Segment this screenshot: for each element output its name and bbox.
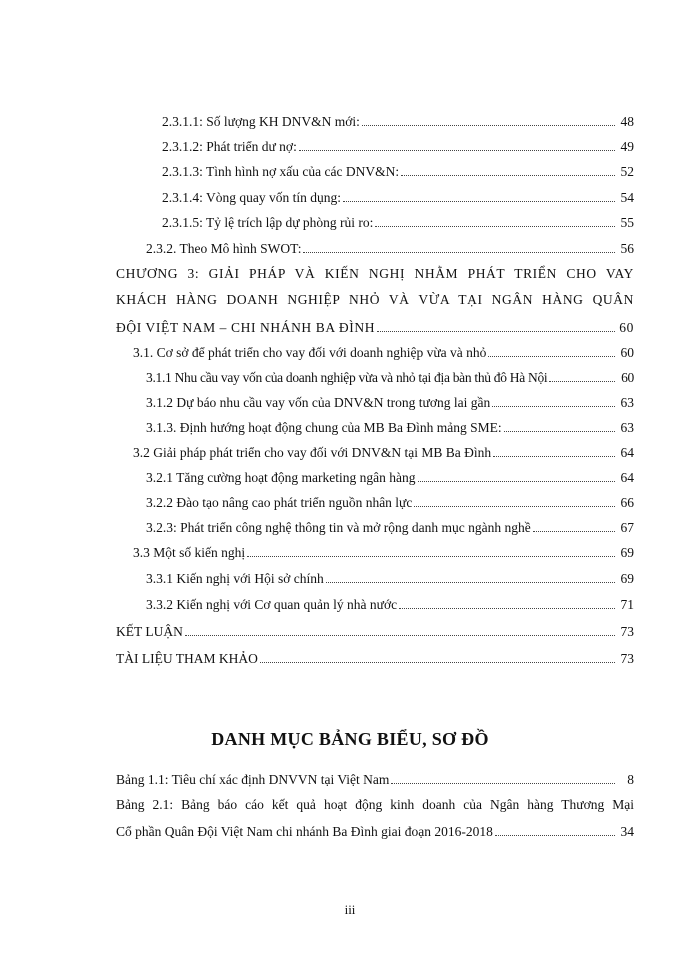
- toc-entry-3-1-1[interactable]: 3.1.1 Nhu cầu vay vốn của doanh nghiệp vừa và nhỏ tại địa bàn thủ đô Hà Nội 60: [146, 370, 634, 385]
- toc-entry-3-2[interactable]: 3.2 Giải pháp phát triển cho vay đối với DNV&N tại MB Ba Đình 64: [133, 445, 634, 460]
- table-entry-2-1-line-1[interactable]: Bảng 2.1: Bảng báo cáo kết quả hoạt động kinh doanh của Ngân hàng Thương Mại: [116, 797, 634, 812]
- dot-leader: [492, 395, 615, 407]
- dot-leader: [549, 370, 615, 382]
- toc-entry-3-1[interactable]: 3.1. Cơ sở để phát triển cho vay đối với doanh nghiệp vừa và nhỏ 60: [133, 345, 634, 360]
- dot-leader: [488, 345, 615, 357]
- dot-leader: [299, 139, 615, 151]
- dot-leader: [495, 824, 615, 836]
- toc-entry-tai-lieu-tham-khao[interactable]: TÀI LIỆU THAM KHẢO 73: [116, 651, 634, 666]
- chapter-3-line-2: KHÁCH HÀNG DOANH NGHIỆP NHỎ VÀ VỪA TẠI NGÂN HÀNG QUÂN: [116, 292, 634, 307]
- toc-entry-3-1-3[interactable]: 3.1.3. Định hướng hoạt động chung của MB Ba Đình mảng SME: 63: [146, 420, 634, 435]
- dot-leader: [362, 114, 615, 126]
- toc-entry-2-3-1-4[interactable]: 2.3.1.4: Vòng quay vốn tín dụng: 54: [162, 190, 634, 205]
- chapter-3-line-1: CHƯƠNG 3: GIẢI PHÁP VÀ KIẾN NGHỊ NHẰM PHÁT TRIỂN CHO VAY: [116, 266, 634, 281]
- toc-entry-3-3-2[interactable]: 3.3.2 Kiến nghị với Cơ quan quản lý nhà nước 71: [146, 597, 634, 612]
- dot-leader: [414, 495, 615, 507]
- toc-chapter-3[interactable]: [116, 266, 634, 318]
- toc-entry-3-3[interactable]: 3.3 Một số kiến nghị 69: [133, 545, 634, 560]
- dot-leader: [185, 624, 615, 636]
- toc-entry-2-3-1-1[interactable]: 2.3.1.1: Số lượng KH DNV&N mới: 48: [162, 114, 634, 129]
- dot-leader: [343, 190, 615, 202]
- toc-entry-3-2-3[interactable]: 3.2.3: Phát triển công nghệ thông tin và mở rộng danh mục ngành nghề 67: [146, 520, 634, 535]
- toc-entry-3-1-2[interactable]: 3.1.2 Dự báo nhu cầu vay vốn của DNV&N trong tương lai gần 63: [146, 395, 634, 410]
- dot-leader: [493, 445, 615, 457]
- dot-leader: [303, 241, 615, 253]
- toc-entry-2-3-1-2[interactable]: 2.3.1.2: Phát triển dư nợ: 49: [162, 139, 634, 154]
- dot-leader: [399, 597, 615, 609]
- toc-entry-2-3-2[interactable]: 2.3.2. Theo Mô hình SWOT: 56: [146, 241, 634, 256]
- table-entry-2-1[interactable]: Cổ phần Quân Đội Việt Nam chi nhánh Ba Đình giai đoạn 2016-2018 34: [116, 824, 634, 839]
- dot-leader: [247, 545, 615, 557]
- toc-entry-3-3-1[interactable]: 3.3.1 Kiến nghị với Hội sở chính 69: [146, 571, 634, 586]
- dot-leader: [391, 772, 615, 784]
- dot-leader: [377, 320, 615, 332]
- toc-entry-3-2-2[interactable]: 3.2.2 Đào tạo nâng cao phát triển nguồn nhân lực 66: [146, 495, 634, 510]
- tables-section-title: DANH MỤC BẢNG BIỂU, SƠ ĐỒ: [211, 729, 489, 749]
- dot-leader: [533, 520, 615, 532]
- dot-leader: [260, 651, 615, 663]
- dot-leader: [326, 571, 615, 583]
- toc-entry-2-3-1-3[interactable]: 2.3.1.3: Tình hình nợ xấu của các DNV&N: 52: [162, 164, 634, 179]
- dot-leader: [504, 420, 615, 432]
- toc-entry-ket-luan[interactable]: KẾT LUẬN 73: [116, 624, 634, 639]
- toc-chapter-3-line-3[interactable]: ĐỘI VIỆT NAM – CHI NHÁNH BA ĐÌNH 60: [116, 320, 634, 335]
- page-number: iii: [344, 902, 356, 917]
- dot-leader: [418, 470, 615, 482]
- table-entry-1-1[interactable]: Bảng 1.1: Tiêu chí xác định DNVVN tại Việt Nam 8: [116, 772, 634, 787]
- dot-leader: [375, 215, 615, 227]
- dot-leader: [401, 164, 615, 176]
- toc-entry-2-3-1-5[interactable]: 2.3.1.5: Tỷ lệ trích lập dự phòng rủi ro: 55: [162, 215, 634, 230]
- toc-entry-3-2-1[interactable]: 3.2.1 Tăng cường hoạt động marketing ngân hàng 64: [146, 470, 634, 485]
